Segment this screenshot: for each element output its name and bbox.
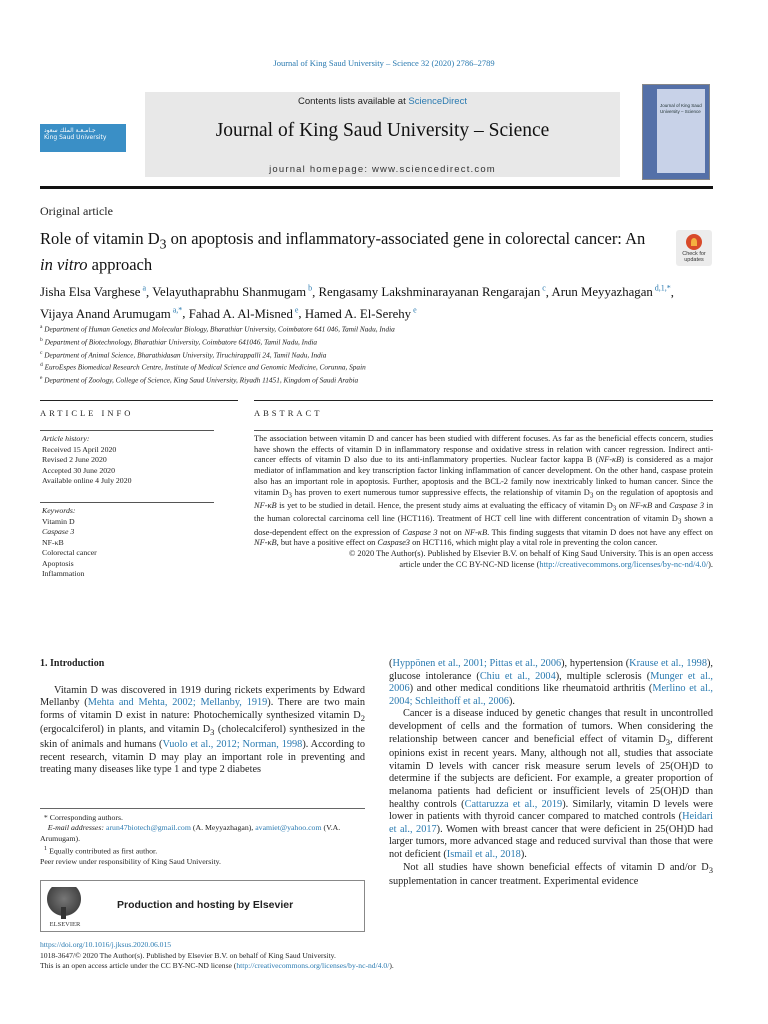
- author-name: Velayuthaprabhu Shanmugam: [152, 285, 307, 300]
- title-text-1: Role of vitamin D: [40, 229, 160, 248]
- article-title: [40, 228, 660, 275]
- intro-paragraph-1: Vitamin D was discovered in 1919 during rickets experiments by Edward Mellanby (Mehta and Mehta, 2002; Mellanby, 1919). There are two main forms of vitamin D exist in nature: Photochemically synthesized vitamin $D_2$ (ergocalciferol) in plants, and vitamin $D_3$ (cholecalciferol) synthesized in the skin of animals and humans (Vuolo et al., 2012; Norman, 1998). According to recent research, vitamin D may play an important role in preventing and treating many diseases like type 1 and type 2 diabetes: [40, 684, 366, 776]
- title-text-3: approach: [87, 255, 153, 275]
- history-label: Article history:: [42, 434, 90, 443]
- author-3[interactable]: [319, 285, 546, 299]
- footnote-equal: $^1$ Equally contributed as first author.: [43, 845, 158, 856]
- elsevier-trunk-icon: [61, 907, 66, 919]
- oa-prefix: This is an open access article under the CC BY-NC-ND license (: [40, 961, 237, 970]
- affiliation-b: $^b$ Department of Biotechnology, Bharathiar University, Coimbatore 641046, Tamil Nadu, India: [40, 336, 318, 347]
- keyword-item: Apoptosis: [42, 558, 74, 568]
- keyword-item: NF-κB: [42, 537, 64, 547]
- keyword-item: Inflammation: [42, 569, 85, 578]
- affiliation-list: [40, 322, 680, 386]
- author-name: Vijaya Anand Arumugam: [40, 306, 171, 321]
- history-online: Available online 4 July 2020: [42, 476, 132, 485]
- email-owner-2: (V.A. Arumugam).: [40, 823, 341, 843]
- check-updates-label: Check for updates: [682, 251, 706, 263]
- journal-banner: [145, 92, 620, 177]
- email-link-1[interactable]: arun47biotech@gmail.com: [105, 823, 191, 833]
- author-6[interactable]: [189, 307, 299, 321]
- issn-line: 1018-3647/© 2020 The Author(s). Published by Elsevier B.V. on behalf of King Saud University.: [40, 950, 336, 960]
- keyword-item: Vitamin D: [42, 516, 75, 526]
- author-name: Fahad A. Al-Misned: [188, 306, 293, 321]
- author-4[interactable]: [552, 285, 671, 299]
- body-column-right: [389, 658, 713, 889]
- copyright-line-1: © 2020 The Author(s). Published by Elsevier B.V. on behalf of King Saud University. This is an open access: [348, 549, 713, 559]
- page-footer: [40, 940, 720, 972]
- keywords-label: Keywords:: [42, 506, 76, 515]
- corresponding-text: Corresponding authors.: [49, 813, 123, 822]
- email-owner-1: (A. Meyyazhagan),: [192, 823, 254, 833]
- history-revised: Revised 2 June 2020: [42, 455, 107, 464]
- contents-prefix: Contents lists available at: [298, 96, 409, 107]
- logo-english-text: King Saud University: [44, 134, 107, 141]
- author-affiliation-sup[interactable]: d,1,*: [652, 284, 671, 293]
- article-info-top-rule: [40, 400, 238, 401]
- article-info-rule: [40, 430, 214, 431]
- license-link[interactable]: http://creativecommons.org/licenses/by-nc-nd/4.0/: [539, 559, 709, 569]
- author-affiliation-sup[interactable]: e: [292, 305, 299, 315]
- email-label: E-mail addresses:: [47, 823, 105, 833]
- author-name: Rengasamy Lakshminarayanan Rengarajan: [318, 285, 541, 300]
- author-1[interactable]: [40, 285, 146, 299]
- logo-arabic-text: جـامـعـة الملك سعود: [44, 127, 96, 134]
- elsevier-logo-text: ELSEVIER: [49, 921, 81, 928]
- open-access-line: [40, 961, 720, 972]
- sciencedirect-link[interactable]: ScienceDirect: [408, 96, 467, 107]
- production-hosting-text: Production and hosting by Elsevier: [117, 899, 294, 911]
- article-history: [42, 434, 132, 487]
- abstract-body: [254, 434, 713, 570]
- copyright-line-2-suffix: ).: [708, 559, 713, 569]
- crossmark-icon: [686, 234, 702, 250]
- oa-suffix: ).: [389, 961, 394, 970]
- author-affiliation-sup[interactable]: a,*: [170, 305, 183, 315]
- keywords-rule: [40, 502, 214, 503]
- author-affiliation-sup[interactable]: a: [140, 284, 147, 293]
- keyword-list: [42, 506, 97, 580]
- title-text-2: on apoptosis and inflammatory-associated gene in colorectal cancer: An: [166, 229, 646, 248]
- author-list: Jisha Elsa Varghese $^a$, Velayuthaprabhu Shanmugam $^b$, Rengasamy Lakshminarayanan Rengarajan $^c$, Arun Meyyazhagan $^{d,1,*}$, Vijaya Anand Arumugam $^{a,*}$, Fahad A. Al-Misned $^e$, Hamed A. El-Serehy $^e$: [40, 284, 674, 321]
- footnotes: [40, 808, 365, 868]
- journal-title: Journal of King Saud University – Science: [215, 120, 550, 141]
- author-affiliation-sup[interactable]: e: [411, 305, 417, 315]
- university-logo: [40, 92, 140, 182]
- footnote-emails: [40, 823, 365, 844]
- elsevier-production-box: [40, 880, 365, 932]
- author-name: Jisha Elsa Varghese: [40, 285, 141, 300]
- abstract-heading: ABSTRACT: [254, 408, 323, 418]
- header-divider: [40, 186, 713, 189]
- body-column-left: [40, 658, 365, 777]
- intro-paragraph-2: Cancer is a disease induced by genetic changes that result in uncontrolled development of cells and the formation of tumors. When considering the relationship between cancer and beneficial effect of vitamin $D_3$, different opinions exist in recent years. Many, although not all, studies that associate vitamin D levels with cancer risk measure serum levels of 25(OH)D to determine if the subjects are deficient. For example, a greater proportion of melanoma patients had deficient or insufficient levels of 25(OH)D than healthy controls (Cattaruzza et al., 2019). Similarly, vitamin D levels were lower in patients with thyroid cancer compared to matched controls (Heidari et al., 2017). Women with breast cancer that were deficient in 25(OH)D had larger tumors, more advanced stage and reduced survival than those that were not deficient (Ismail et al., 2018).: [389, 708, 713, 860]
- author-name: Hamed A. El-Serehy: [304, 306, 412, 321]
- affiliation-d: $^d$ EuroEspes Biomedical Research Centre, Institute of Medical Science and Genomic Medicine, Corunna, Spain: [40, 362, 366, 372]
- affiliation-e: $^e$ Department of Zoology, College of Science, King Saud University, Riyadh 11451, Kingdom of Saudi Arabia: [40, 375, 359, 385]
- author-affiliation-sup[interactable]: b: [306, 284, 313, 293]
- journal-homepage[interactable]: journal homepage: www.sciencedirect.com: [269, 164, 496, 175]
- history-received: Received 15 April 2020: [42, 444, 117, 454]
- intro-paragraph-1-cont: (Hyppönen et al., 2001; Pittas et al., 2006), hypertension (Krause et al., 1998), glucose intolerance (Chiu et al., 2004), multiple sclerosis (Munger et al., 2006) and other medical conditions like rheumatoid arthritis (Merlino et al., 2004; Schleithoff et al., 2006).: [389, 658, 713, 707]
- article-type: Original article: [40, 204, 113, 218]
- abstract-text: The association between vitamin D and cancer has been studied with different focuses. As far as the beneficial effects concern, studies have shown the effects of vitamin D in inflammatory response and oxidative stress in relation with cancer regression. Indirect anti-cancer effects of vitamin D also due to its anti-inflammatory properties. Nuclear factor kappa B (NF-κB) is considered as a major mediator of inflammation and key transcription factor linking inflammation of cancer development. On the other hand, caspase protein also has an important role in apoptosis. Further, apoptosis and the BCL-2 family now inextricably linked to human cancer. Since the vitamin $D_3$ has proven to exert numerous tumor suppressive effects, the relationship of vitamin $D_3$ on the regulation of apoptosis and NF-κB is yet to be studied in detail. Hence, the present study aims at evaluating the efficacy of vitamin $D_3$ on NF-κB and Caspase 3 in the human colorectal carcinoma cell line (HCT116). Treatment of HCT cell line with different concentration of vitamin $D_3$ shown a dose-dependent effect on the expression of Caspase 3 not on NF-κB. This finding suggests that vitamin D does not have any effect on NF-κB, but have a positive effect on Caspase3 on HCT116, which might play a vital role in preventing the colon cancer.: [254, 434, 714, 548]
- footer-license-link[interactable]: http://creativecommons.org/licenses/by-nc-nd/4.0/: [236, 961, 390, 970]
- footnote-corresponding: * Corresponding authors.: [40, 813, 123, 822]
- affiliation-a: $^a$ Department of Human Genetics and Molecular Biology, Bharathiar University, Coimbatore 641 046, Tamil Nadu, India: [40, 324, 395, 334]
- author-5[interactable]: [40, 307, 182, 321]
- doi-link[interactable]: https://doi.org/10.1016/j.jksus.2020.06.015: [40, 940, 172, 949]
- author-7[interactable]: [305, 307, 417, 321]
- abstract-copyright: [254, 549, 713, 570]
- affiliation-c: $^c$ Department of Animal Science, Bharathidasan University, Tiruchirappalli 24, Tamil Nadu, India: [40, 349, 327, 360]
- section-heading-introduction: 1. Introduction: [40, 658, 105, 669]
- journal-masthead: [40, 84, 713, 184]
- title-subscript: 3: [159, 236, 167, 252]
- university-seal-icon: [40, 124, 126, 152]
- keyword-item: Colorectal cancer: [42, 548, 97, 557]
- journal-citation-link[interactable]: Journal of King Saud University – Science 32 (2020) 2786–2789: [273, 58, 495, 68]
- abstract-rule: [254, 430, 713, 431]
- cover-title: Journal of King Saud University – Science: [657, 89, 705, 173]
- abstract-top-rule: [254, 400, 713, 401]
- author-2[interactable]: [152, 285, 312, 299]
- author-affiliation-sup[interactable]: c: [540, 284, 546, 293]
- title-italic: in vitro: [40, 255, 88, 275]
- keyword-item: Caspase 3: [42, 527, 75, 536]
- contents-availability: [145, 96, 620, 107]
- email-link-2[interactable]: avamiet@yahoo.com: [255, 823, 322, 833]
- author-name: Arun Meyyazhagan: [551, 285, 653, 300]
- journal-cover-image[interactable]: [642, 84, 710, 180]
- history-accepted: Accepted 30 June 2020: [42, 465, 115, 475]
- copyright-line-2-prefix: article under the CC BY-NC-ND license (: [399, 559, 540, 569]
- intro-paragraph-3: Not all studies have shown beneficial effects of vitamin D and/or $D_3$ supplementation in cancer treatment. Experimental evidence: [389, 861, 713, 888]
- check-for-updates-button[interactable]: [676, 230, 712, 266]
- equal-contribution-text: Equally contributed as first author.: [49, 846, 158, 856]
- footnote-peer-review: Peer review under responsibility of King Saud University.: [40, 857, 221, 867]
- article-info-heading: ARTICLE INFO: [40, 408, 134, 418]
